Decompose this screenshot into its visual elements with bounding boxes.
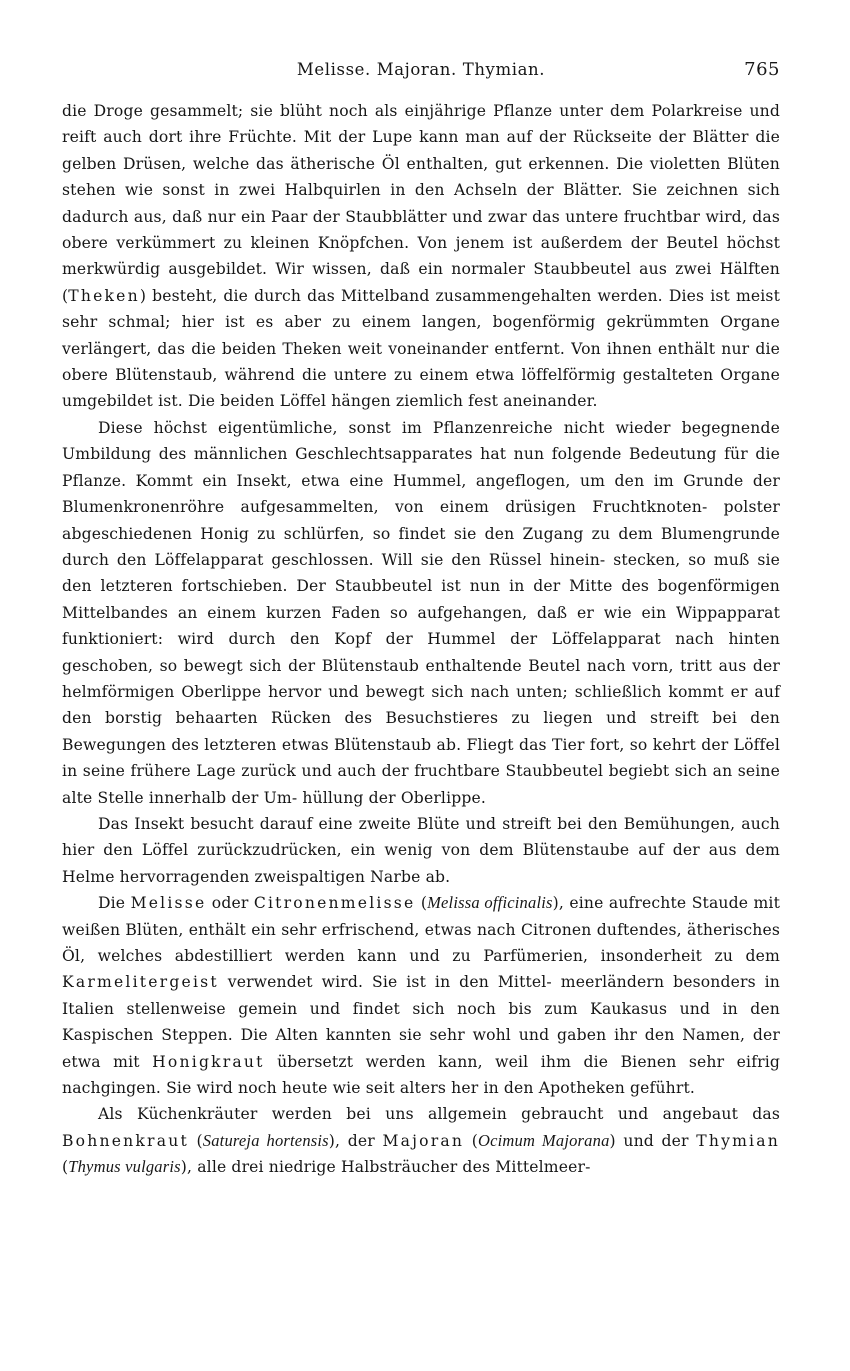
text-run: ), der [328,1131,383,1150]
paragraph [62,415,780,811]
paragraph [62,1101,780,1180]
latin-name: Melissa officinalis [427,893,553,913]
latin-name: Ocimum Majorana [478,1130,610,1150]
paragraph [62,98,780,415]
body-text [62,98,780,1181]
emphasized-term: Thymian [696,1131,780,1150]
paragraph [62,890,780,1101]
text-run: ), eine aufrechte Staude mit weißen Blüten, enthält ein sehr erfrischend, etwas nach Citronen duftendes, ätherisches Öl, welches abdestilliert werden kann und zu Parfümerien, insonderheit zu dem [62,894,780,965]
text-run: ) besteht, die durch das Mittelband zusammengehalten werden. Dies ist meist sehr schmal; hier ist es aber zu einem langen, bogenförmig gekrümmten Organe verlängert, das die beiden Theken weit voneinander entfernt. Von ihnen enthält nur die obere Blütenstaub, während die untere zu einem etwa löffelförmig gestalteten Organe umgebildet ist. Die beiden Löffel hängen ziemlich fest aneinander. [62,286,780,411]
page-number: 765 [744,59,780,80]
emphasized-term: Melisse [130,894,207,913]
text-run: ) und der [609,1131,697,1150]
text-run: Diese höchst eigentümliche, sonst im Pflanzenreiche nicht wieder begegnende Umbildung des männlichen Geschlechtsapparates hat nun folgende Bedeutung für die Pflanze. Kommt ein Insekt, etwa eine Hummel, angeflogen, um den im Grunde der Blumenkronenröhre aufgesammelten, von einem drüsigen Fruchtknoten‑ polster abgeschiedenen Honig zu schlürfen, so findet sie den Zugang zu dem Blumengrunde durch den Löffelapparat geschlossen. Will sie den Rüssel hinein‑ stecken, so muß sie den letzteren fortschieben. Der Staubbeutel ist nun in der Mitte des bogenförmigen Mittelbandes an einem kurzen Faden so aufgehangen, daß er wie ein Wippapparat funktioniert: wird durch den Kopf der Hummel der Löffelapparat nach hinten geschoben, so bewegt sich der Blütenstaub enthaltende Beutel nach vorn, tritt aus der helmförmigen Oberlippe hervor und bewegt sich nach unten; schließlich kommt er auf den borstig behaarten Rücken des Besuchstieres zu liegen und streift bei den Bewegungen des letzteren etwas Blütenstaub ab. Fliegt das Tier fort, so kehrt der Löffel in seine frühere Lage zurück und auch der fruchtbare Staubbeutel begiebt sich an seine alte Stelle innerhalb der Um‑ hüllung der Oberlippe. [62,418,780,807]
running-head [62,58,780,92]
text-run: verwendet wird. Sie ist in den Mittel‑ meerländern besonders in Italien stellenweise gemein und findet sich noch bis zum Kaukasus und in den Kaspischen Steppen. Die Alten kannten sie sehr wohl und gaben ihr den Namen, der etwa mit [62,973,780,1071]
text-run: ( [62,1158,69,1177]
text-run: Die [98,894,131,913]
text-run: ( [464,1131,478,1150]
latin-name: Thymus vulgaris [68,1157,181,1177]
emphasized-term: Karmelitergeist [62,973,219,992]
running-title: Melisse. Majoran. Thymian. [296,60,546,79]
emphasized-term: Majoran [382,1131,465,1150]
text-run: ), alle drei niedrige Halbsträucher des Mittelmeer‑ [180,1158,591,1177]
text-run: oder [206,894,254,913]
text-run: übersetzt werden kann, weil ihm die Bienen sehr eifrig nachgingen. Sie wird noch heute wie seit alters her in den Apotheken geführt. [62,1052,780,1098]
text-run: ( [415,894,428,913]
latin-name: Satureja hortensis [202,1130,329,1150]
text-run: die Droge gesammelt; sie blüht noch als einjährige Pflanze unter dem Polarkreise und reift auch dort ihre Früchte. Mit der Lupe kann man auf der Rückseite der Blätter die gelben Drüsen, welche das ätherische Öl enthalten, gut erkennen. Die violetten Blüten stehen wie sonst in zwei Halbquirlen in den Achseln der Blätter. Sie zeichnen sich dadurch aus, daß nur ein Paar der Staubblätter und zwar das untere fruchtbar wird, das obere verkümmert zu kleinen Knöpfchen. Von jenem ist außerdem der Beutel höchst merkwürdig ausgebildet. Wir wissen, daß ein normaler Staubbeutel aus zwei Hälften ( [62,102,780,305]
book-page [62,58,780,1181]
emphasized-term: Citronenmelisse [253,894,416,913]
text-run: Als Küchenkräuter werden bei uns allgemein gebraucht und angebaut das [98,1105,780,1124]
text-run: Das Insekt besucht darauf eine zweite Blüte und streift bei den Bemühungen, auch hier den Löffel zurückzudrücken, ein wenig von dem Blütenstaube auf der aus dem Helme hervorragenden zweispaltigen Narbe ab. [62,814,780,886]
emphasized-term: Bohnenkraut [62,1131,189,1150]
emphasized-term: Honigkraut [152,1052,265,1071]
emphasized-term: Theken [68,286,140,305]
paragraph [62,811,780,890]
text-run: ( [188,1131,203,1150]
